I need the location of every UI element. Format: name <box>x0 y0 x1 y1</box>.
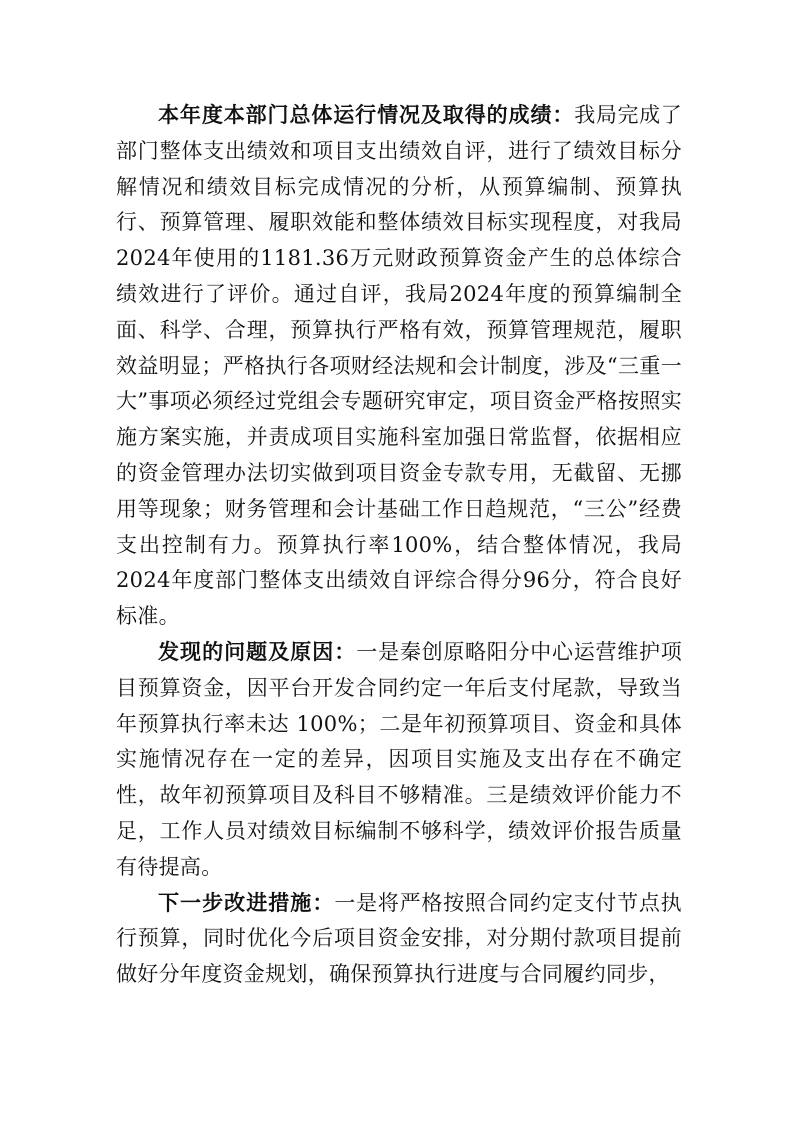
document-page <box>116 98 682 993</box>
heading-achievements: 本年度本部门总体运行情况及取得的成绩： <box>158 103 575 127</box>
heading-improvements: 下一步改进措施： <box>158 890 335 915</box>
heading-problems: 发现的问题及原因： <box>158 639 357 664</box>
body-achievements: 我局完成了部门整体支出绩效和项目支出绩效自评，进行了绩效目标分解情况和绩效目标完成情况的分析，从预算编制、预算执行、预算管理、履职效能和整体绩效目标实现程度，对我局2024年使用的1181.36万元财政预算资金产生的总体综合绩效进行了评价。通过自评，我局2024年度的预算编制全面、科学、合理，预算执行严格有效，预算管理规范，履职效益明显；严格执行各项财经法规和会计制度，涉及“三重一大”事项必须经过党组会专题研究审定，项目资金严格按照实施方案实施，并责成项目实施科室加强日常监督，依据相应的资金管理办法切实做到项目资金专款专用，无截留、无挪用等现象；财务管理和会计基础工作日趋规范，“三公”经费支出控制有力。预算执行率100%，结合整体情况，我局2024年度部门整体支出绩效自评综合得分96分，符合良好标准。 <box>116 103 682 629</box>
body-problems: 一是秦创原略阳分中心运营维护项目预算资金，因平台开发合同约定一年后支付尾款，导致当年预算执行率未达 100%；二是年初预算项目、资金和具体实施情况存在一定的差异，因项目实施及支出存在不确定性，故年初预算项目及科目不够精准。三是绩效评价能力不足，工作人员对绩效目标编制不够科学，绩效评价报告质量有待提高。 <box>116 639 683 879</box>
paragraph-improvements <box>116 886 682 993</box>
paragraph-achievements <box>116 98 682 635</box>
paragraph-problems <box>116 635 682 886</box>
body-improvements: 一是将严格按照合同约定支付节点执行预算，同时优化今后项目资金安排，对分期付款项目提前做好分年度资金规划，确保预算执行进度与合同履约同步， <box>116 890 682 987</box>
